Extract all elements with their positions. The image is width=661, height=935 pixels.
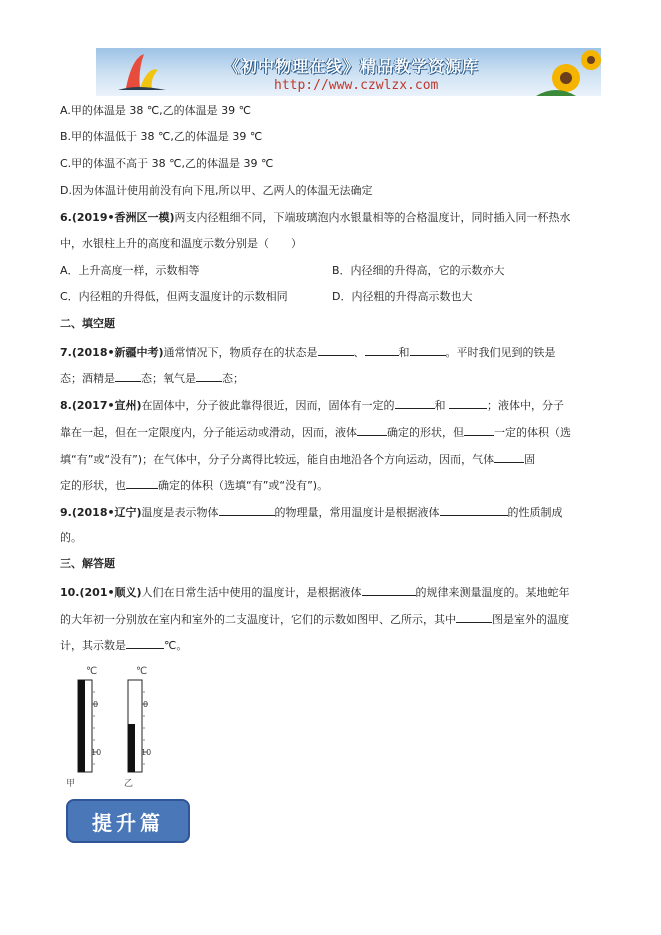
q8-line-2 xyxy=(60,424,571,440)
q9-text: 的性质制成 xyxy=(507,506,563,519)
q6-stem-text-1: 两支内径粗细不同，下端玻璃泡内水银量相等的合格温度计，同时插入同一杯热水 xyxy=(174,211,571,224)
q8-line-4 xyxy=(60,477,328,493)
q8-text: ；液体中，分子 xyxy=(487,399,565,412)
q7-text: 。平时我们见到的铁是 xyxy=(445,346,556,359)
q9-line-1 xyxy=(60,504,563,520)
q10-text: 图是室外的温度 xyxy=(492,613,569,626)
label-yi: 乙 xyxy=(124,779,134,789)
tick-10-jia: 10 xyxy=(91,748,102,757)
label-jia: 甲 xyxy=(66,779,76,789)
tick-0-jia: 0 xyxy=(93,700,99,709)
q8-blank-3[interactable] xyxy=(357,424,387,436)
q8-text: 确定的形状，但 xyxy=(387,426,464,439)
unit-label-yi: ℃ xyxy=(136,666,148,677)
q10-line-2 xyxy=(60,611,569,627)
q8-number: 8. xyxy=(60,399,72,412)
q6-stem-line-2: 中，水银柱上升的高度和温度示数分别是（ ） xyxy=(60,237,302,250)
q8-blank-4[interactable] xyxy=(464,424,494,436)
q7-text: 态； xyxy=(222,372,244,385)
q8-text: 确定的体积（选填“有”或“没有”)。 xyxy=(158,479,329,492)
q6-option-b: B．内径细的升得高，它的示数亦大 xyxy=(332,264,505,277)
q7-line-2 xyxy=(60,370,244,386)
q9-text: 温度是表示物体 xyxy=(141,506,219,519)
q5-option-b: B.甲的体温低于 38 ℃,乙的体温是 39 ℃ xyxy=(60,130,263,143)
q7-source: (2018•新疆中考) xyxy=(71,346,164,359)
q5-option-d: D.因为体温计使用前没有向下甩,所以甲、乙两人的体温无法确定 xyxy=(60,184,373,197)
q8-line-1 xyxy=(60,397,564,413)
section-badge-advanced: 提升篇 xyxy=(66,799,190,843)
unit-label-jia: ℃ xyxy=(86,666,98,677)
q7-text: 和 xyxy=(398,346,410,359)
q7-number: 7. xyxy=(60,346,72,359)
q10-text: 计，其示数是 xyxy=(60,639,126,652)
q8-blank-5[interactable] xyxy=(494,451,524,463)
thermometer-jia xyxy=(78,666,101,772)
q9-line-2: 的。 xyxy=(60,531,82,544)
q10-line-3 xyxy=(60,637,187,653)
q7-text: 态；酒精是 xyxy=(60,372,115,385)
q8-text: 和 xyxy=(434,399,446,412)
section-answer-heading: 三、解答题 xyxy=(60,557,115,570)
q10-text: 人们在日常生活中使用的温度计，是根据液体 xyxy=(141,586,362,599)
q8-text: 固 xyxy=(524,453,536,466)
q5-option-a: A.甲的体温是 38 ℃,乙的体温是 39 ℃ xyxy=(60,104,252,117)
q6-option-c: C．内径粗的升得低，但两支温度计的示数相同 xyxy=(60,290,288,303)
q10-line-1 xyxy=(60,584,570,600)
q6-option-a: A．上升高度一样，示数相等 xyxy=(60,264,200,277)
thermometer-figure xyxy=(58,660,168,790)
q8-text: 填“有”或“没有”)；在气体中，分子分离得比较远，能自由地沿各个方向运动，因而，气体 xyxy=(60,453,495,466)
q8-source: (2017•宣州) xyxy=(71,399,142,412)
q7-line-1 xyxy=(60,344,556,360)
q7-blank-1[interactable] xyxy=(318,344,354,356)
q8-blank-6[interactable] xyxy=(126,477,158,489)
q7-blank-3[interactable] xyxy=(410,344,446,356)
q6-option-d: D．内径粗的升得高示数也大 xyxy=(332,290,473,303)
q9-number: 9. xyxy=(60,506,72,519)
q8-line-3 xyxy=(60,451,535,467)
q8-text: 靠在一起，但在一定限度内，分子能运动或滑动，因而，液体 xyxy=(60,426,357,439)
q10-blank-3[interactable] xyxy=(126,637,164,649)
q8-text: 一定的体积（选 xyxy=(494,426,571,439)
q10-source: (201•顺义) xyxy=(79,586,142,599)
q7-blank-2[interactable] xyxy=(365,344,399,356)
q10-blank-1[interactable] xyxy=(362,584,416,596)
q8-text: 定的形状，也 xyxy=(60,479,126,492)
q6-number: 6. xyxy=(60,211,72,224)
q9-source: (2018•辽宁) xyxy=(71,506,142,519)
header-banner xyxy=(96,48,601,96)
q7-blank-6[interactable] xyxy=(196,370,222,382)
q9-blank-2[interactable] xyxy=(440,504,508,516)
q6-stem-line-1 xyxy=(60,211,571,225)
q10-text: 的大年初一分别放在室内和室外的二支温度计，它们的示数如图甲、乙所示，其中 xyxy=(60,613,456,626)
tick-0-yi: 0 xyxy=(143,700,149,709)
q7-blank-5[interactable] xyxy=(115,370,141,382)
q8-text: 在固体中，分子彼此靠得很近，因而，固体有一定的 xyxy=(141,399,395,412)
q10-number: 10. xyxy=(60,586,80,599)
section-fill-in-heading: 二、填空题 xyxy=(60,317,115,330)
q9-text: 的物理量，常用温度计是根据液体 xyxy=(274,506,440,519)
q7-text: 通常情况下，物质存在的状态是 xyxy=(163,346,318,359)
q10-text: 的规律来测量温度的。某地蛇年 xyxy=(415,586,570,599)
banner-url[interactable]: http://www.czwlzx.com xyxy=(274,78,439,93)
q8-blank-1[interactable] xyxy=(395,397,435,409)
q10-text: ℃。 xyxy=(164,639,188,652)
q6-source: (2019•香洲区一模) xyxy=(71,211,175,224)
q5-option-c: C.甲的体温不高于 38 ℃,乙的体温是 39 ℃ xyxy=(60,157,274,170)
banner-title: 《初中物理在线》精品教学资源库 xyxy=(224,57,480,76)
q8-blank-2[interactable] xyxy=(449,397,487,409)
q10-blank-2[interactable] xyxy=(456,611,492,623)
q7-text: 态；氧气是 xyxy=(141,372,196,385)
thermometer-yi xyxy=(128,666,151,772)
q7-text: 、 xyxy=(353,346,365,359)
q9-blank-1[interactable] xyxy=(219,504,275,516)
tick-10-yi: 10 xyxy=(141,748,152,757)
